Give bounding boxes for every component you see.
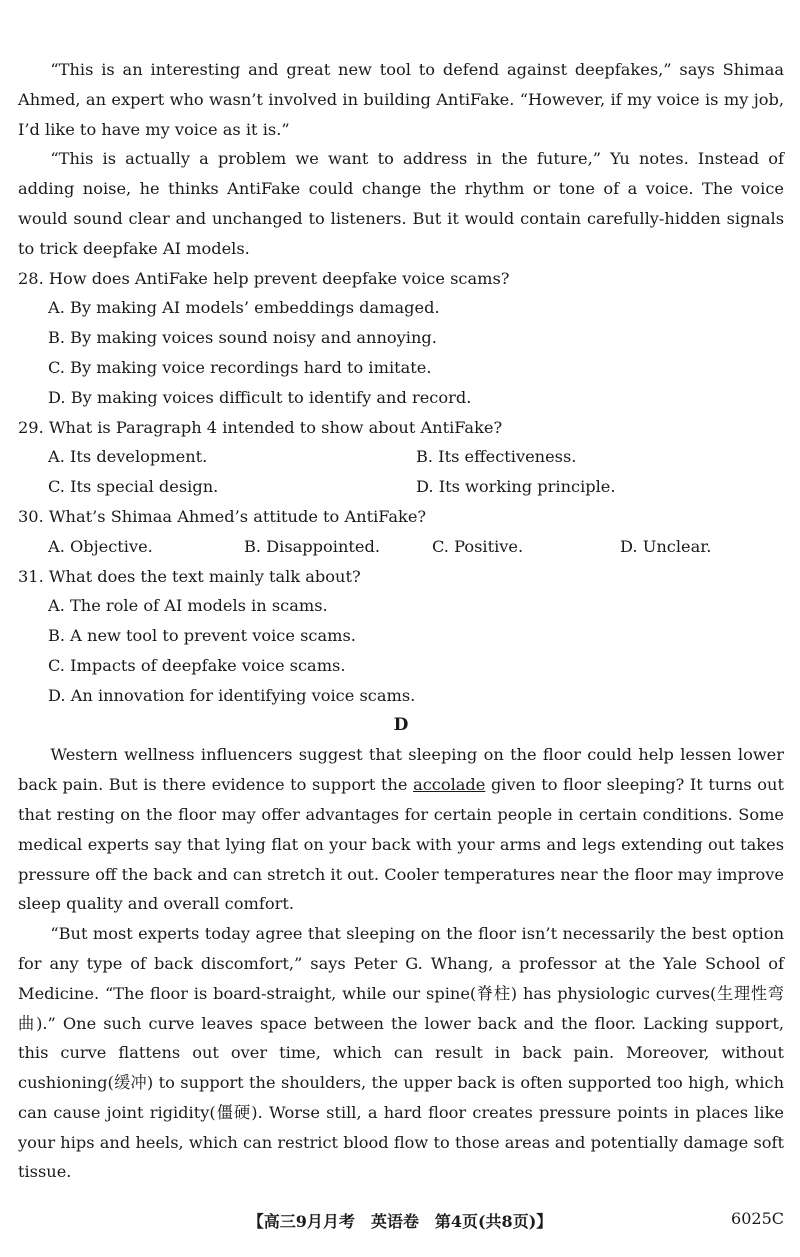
question-31-option-b: B. A new tool to prevent voice scams. <box>48 626 356 646</box>
question-30-option-a: A. Objective. <box>48 536 153 556</box>
question-28-option-a: A. By making AI models’ embeddings damaged. <box>48 298 440 318</box>
question-29-options-row <box>18 472 784 502</box>
section-d-paragraph-1 <box>18 740 784 919</box>
underlined-word-accolade: accolade <box>413 775 486 795</box>
question-31-option-c: C. Impacts of deepfake voice scams. <box>48 655 346 675</box>
question-31-option-d: D. An innovation for identifying voice scams. <box>48 685 416 705</box>
question-28-option-c: C. By making voice recordings hard to imitate. <box>48 357 432 377</box>
question-28-option-b: B. By making voices sound noisy and annoying. <box>48 328 437 348</box>
passage-c-paragraph: “This is actually a problem we want to address in the future,” Yu notes. Instead of adding noise, he thinks AntiFake could change the rhythm or tone of a voice. The voice would sound clear and unchanged to listeners. But it would contain carefully-hidden signals to trick deepfake AI models. <box>18 149 784 258</box>
section-d-p1-text: given to floor sleeping? It turns out that resting on the floor may offer advantages for certain people in certain conditions. Some medical experts say that lying flat on your back with your arms and legs extending out takes pressure off the back and can stretch it out. Cooler temperatures near the floor may improve sleep quality and overall comfort. <box>18 775 784 914</box>
question-28-stem: 28. How does AntiFake help prevent deepfake voice scams? <box>18 268 510 288</box>
section-d-heading: D <box>393 714 409 735</box>
footer-exam-code: 6025C <box>731 1209 784 1228</box>
passage-c-paragraph: “This is an interesting and great new tool to defend against deepfakes,” says Shimaa Ahmed, an expert who wasn’t involved in building AntiFake. “However, if my voice is my job, I’d like to have my voice as it is.” <box>18 60 784 139</box>
question-30-options-row <box>18 532 784 562</box>
question-28-option-d: D. By making voices difficult to identify and record. <box>48 387 472 407</box>
question-30-option-d: D. Unclear. <box>620 536 712 556</box>
question-30-option-c: C. Positive. <box>432 536 524 556</box>
question-29-stem: 29. What is Paragraph 4 intended to show about AntiFake? <box>18 417 503 437</box>
footer-page-label: 【高三9月月考 英语卷 第4页(共8页)】 <box>247 1212 553 1231</box>
section-d-p1-text: Western wellness influencers suggest that sleeping on the floor could help lessen lower back pain. But is there evidence to support the <box>18 745 784 795</box>
page-content <box>18 55 784 1187</box>
question-29-option-b: B. Its effectiveness. <box>416 447 577 467</box>
question-29-options-row <box>18 442 784 472</box>
question-30-stem: 30. What’s Shimaa Ahmed’s attitude to AntiFake? <box>18 506 427 526</box>
question-29-option-d: D. Its working principle. <box>416 477 616 497</box>
question-29-option-a: A. Its development. <box>48 447 208 467</box>
page-footer <box>0 1209 800 1239</box>
question-31-stem: 31. What does the text mainly talk about? <box>18 566 361 586</box>
section-d-paragraph-2: “But most experts today agree that sleeping on the floor isn’t necessarily the best option for any type of back discomfort,” says Peter G. Whang, a professor at the Yale School of Medicine. “The floor is board-straight, while our spine(脊柱) has physiologic curves(生理性弯曲).” One such curve leaves space between the lower back and the floor. Lacking support, this curve flattens out over time, which can result in back pain. Moreover, without cushioning(缓冲) to support the shoulders, the upper back is often supported too high, which can cause joint rigidity(僵硬). Worse still, a hard floor creates pressure points in places like your hips and heels, which can restrict blood flow to those areas and potentially damage soft tissue. <box>18 924 784 1182</box>
question-30-option-b: B. Disappointed. <box>244 536 380 556</box>
question-29-option-c: C. Its special design. <box>48 477 219 497</box>
question-31-option-a: A. The role of AI models in scams. <box>48 596 328 616</box>
